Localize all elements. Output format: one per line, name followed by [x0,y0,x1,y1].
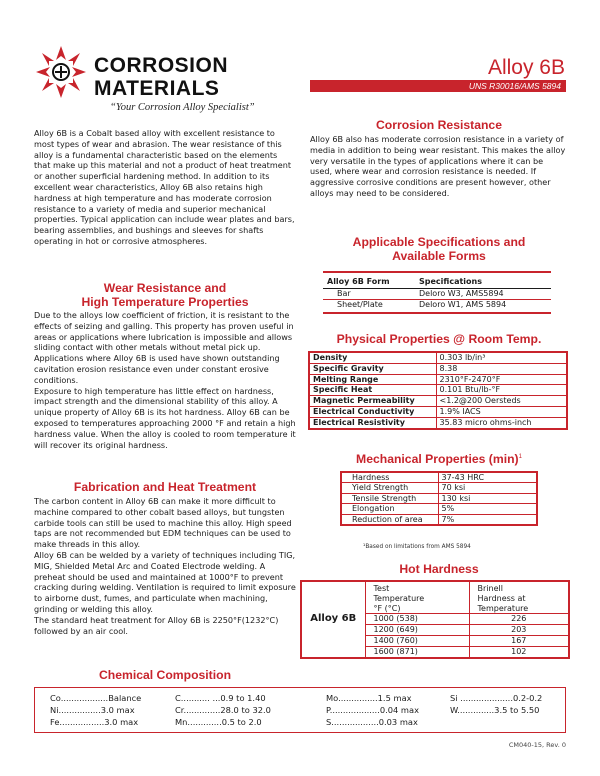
hot-hardness-heading: Hot Hardness [399,562,479,576]
phys-value: 2310°F-2470°F [436,374,566,385]
chem-w: W..............3.5 to 5.50 [450,705,540,715]
physical-table [310,353,566,428]
table-row [310,363,566,374]
phys-label: Electrical Resistivity [313,417,405,427]
spec-value: Deloro W3, AMS5894 [419,288,504,298]
specs-col-form: Alloy 6B Form [327,277,390,286]
hh-temp: 1600 (871) [365,646,469,656]
corrosion-text [310,134,566,199]
wear-text [34,310,296,450]
specs-col-spec: Specifications [419,277,482,286]
subtitle-bar: UNS R30016/AMS 5894 [310,80,566,92]
chem-co: Co..................Balance [50,693,142,703]
hh-col-hardness [469,582,568,614]
specs-heading-line2: Available Forms [392,248,486,263]
wear-heading [34,282,296,309]
table-row [323,300,551,311]
intro-paragraph: Alloy 6B is a Cobalt based alloy with excellent resistance to most types of wear and abrasion. The wear resistance of this alloy is a fundamental characteristic based on the elements that make up this material and not a product of heat treatment or another superficial hardening method. In addition to its excellent wear characteristics, Alloy 6B also retains high hardness at high temperature and has moderate corrosion resistance to a variety of media and superior mechanical properties. Typical application can include wear plates and bars, bearing assemblies, and bushings and sleeves for shafts operating in hot or corrosive atmospheres. [34,128,295,246]
physical-table-wrap [308,351,568,430]
phys-label: Specific Gravity [310,363,436,374]
table-row [310,353,566,363]
phys-label: Density [310,353,436,363]
mech-value: 70 ksi [438,483,536,493]
hh-alloy-label: Alloy 6B [310,613,357,625]
hh-col-hard-line1: Brinell [477,584,503,593]
fabrication-text [34,496,296,636]
table-row [310,406,566,417]
mech-value: 130 ksi [438,493,536,503]
phys-value: 8.38 [436,363,566,374]
phys-value: 35.83 micro ohms-inch [436,417,566,427]
chem-col-2 [175,692,271,728]
logo-mark-icon [36,46,86,98]
hh-col-hard-line3: Temperature [477,603,529,613]
hh-temp: 1000 (538) [365,614,469,625]
table-row [310,374,566,385]
specs-table-wrap [323,271,551,314]
chem-cr: Cr..............28.0 to 32.0 [175,705,271,715]
mechanical-heading-text: Mechanical Properties (min) [356,452,519,467]
table-row [310,417,566,427]
chem-fe: Fe.................3.0 max [50,717,139,727]
tagline: “Your Corrosion Alloy Specialist” [110,102,255,113]
table-row [323,288,551,300]
hh-value: 226 [469,614,568,625]
wear-heading-line1: Wear Resistance and [103,281,227,295]
hh-col-temp-line2: Temperature [373,593,425,603]
phys-label: Specific Heat [310,385,436,396]
mechanical-heading-sup: 1 [518,454,522,460]
hot-hardness-table [302,582,568,657]
fabrication-paragraph-1: The carbon content in Alloy 6B can make it more difficult to machine compared to other cobalt based alloys, but tungsten carbide tools can still be used to machine this alloy. High speed taps are not recommended but EDM techniques can be used to make threads in this alloy. [34,496,292,550]
phys-label: Magnetic Permeability [310,396,436,407]
spec-form: Sheet/Plate [337,300,383,309]
mech-value: 5% [438,504,536,514]
spec-form: Bar [337,288,351,298]
mechanical-table [342,473,536,524]
specs-table [323,277,551,311]
chem-col-1 [50,692,141,728]
wear-paragraph-1: Due to the alloys low coefficient of friction, it is resistant to the effects of seizing and galling. This property has proven useful in areas or applications where lubrication is impossible and allows sliding contact with other metals without metal pick up. Applications where Alloy 6B is used have shown outstanding cavitation erosion resistance even under constant erosive conditions. [34,310,294,385]
hh-header-row [302,582,568,614]
mech-value: 37-43 HRC [438,473,536,483]
specs-heading [310,236,568,263]
mech-label: Elongation [342,504,438,514]
mech-label: Yield Strength [342,483,438,493]
page-title: Alloy 6B [487,56,565,79]
logo [36,46,86,98]
mech-label: Tensile Strength [342,493,438,503]
footer-code: CM040-15, Rev. 0 [508,741,566,749]
spec-value: Deloro W1, AMS 5894 [419,300,507,309]
table-row [310,385,566,396]
logo-line1: CORROSION [94,54,229,77]
specs-header-row [323,277,551,288]
wear-paragraph-2: Exposure to high temperature has little effect on hardness, impact strength and the dimensional stability of this alloy. A unique property of Alloy 6B is its hot hardness. Alloy 6B can be exposed to temperatures approaching 2000 °F and retain a high hardness value. When the alloy is cooled to room temperature it will recover its original hardness. [34,385,296,450]
logo-line2: MATERIALS [94,77,220,100]
chem-col-3 [326,692,419,728]
table-row [342,473,536,483]
chemical-heading: Chemical Composition [98,668,232,682]
mechanical-heading [310,451,568,467]
hh-value: 102 [469,646,568,656]
chem-p: P...................0.04 max [326,705,420,715]
hh-col-hard-line2: Hardness at [477,593,526,603]
corrosion-heading: Corrosion Resistance [376,118,502,132]
physical-heading: Physical Properties @ Room Temp. [336,332,542,346]
phys-value: <1.2@200 Oersteds [436,396,566,407]
fabrication-paragraph-3: The standard heat treatment for Alloy 6B is 2250°F(1232°C) followed by an air cool. [34,614,279,636]
hh-value: 203 [469,625,568,636]
corrosion-paragraph: Alloy 6B also has moderate corrosion resistance in a variety of media in addition to being wear resistant. This makes the alloy very versatile in the types of applications where it can be used, where wear and corrosion resistance is needed. If aggressive corrosive conditions are present however, other alloys may need to be considered. [310,134,566,198]
mechanical-footnote: ¹Based on limitations from AMS 5894 [363,544,471,550]
chem-si: Si ....................0.2-0.2 [450,693,543,703]
hh-col-temp [365,582,469,614]
table-row [310,396,566,407]
phys-label: Melting Range [310,374,436,385]
phys-value: 0.303 lb/in³ [436,353,566,363]
hh-temp: 1200 (649) [365,625,469,636]
chemical-box [34,687,566,733]
intro-text [34,128,296,247]
chem-ni: Ni................3.0 max [50,705,135,715]
table-row [342,514,536,524]
specs-heading-line1: Applicable Specifications and [352,235,526,249]
table-row [342,504,536,514]
chem-s: S..................0.03 max [326,717,418,727]
hh-col-temp-line1: Test [373,584,390,593]
phys-value: 1.9% IACS [436,406,566,417]
fabrication-paragraph-2: Alloy 6B can be welded by a variety of techniques including TIG, MIG, Shielded Metal Arc and Coated Electrode welding. A preheat should be used and maintained at 1000°F to prevent cracking during welding. Ventilation is required to limit exposure to airborne dust, fumes, and particulate when machining, grinding or welding this alloy. [34,549,296,614]
mech-value: 7% [438,514,536,524]
chem-mn: Mn.............0.5 to 2.0 [175,717,262,727]
hh-col-temp-line3: °F (°C) [373,603,401,613]
mech-label: Reduction of area [352,514,423,524]
hot-hardness-table-wrap [300,580,570,659]
table-row [342,493,536,503]
hh-temp: 1400 (760) [365,635,469,646]
chem-mo: Mo...............1.5 max [326,693,412,703]
mechanical-table-wrap [340,471,538,526]
phys-label: Electrical Conductivity [310,406,436,417]
hh-value: 167 [469,635,568,646]
wear-heading-line2: High Temperature Properties [81,294,249,309]
chem-col-4 [450,692,542,716]
phys-value: 0.101 Btu/lb-°F [436,385,566,396]
mech-label: Hardness [342,473,438,483]
table-row [342,483,536,493]
chem-c: C........... ...0.9 to 1.40 [175,693,266,703]
fabrication-heading: Fabrication and Heat Treatment [73,480,257,494]
